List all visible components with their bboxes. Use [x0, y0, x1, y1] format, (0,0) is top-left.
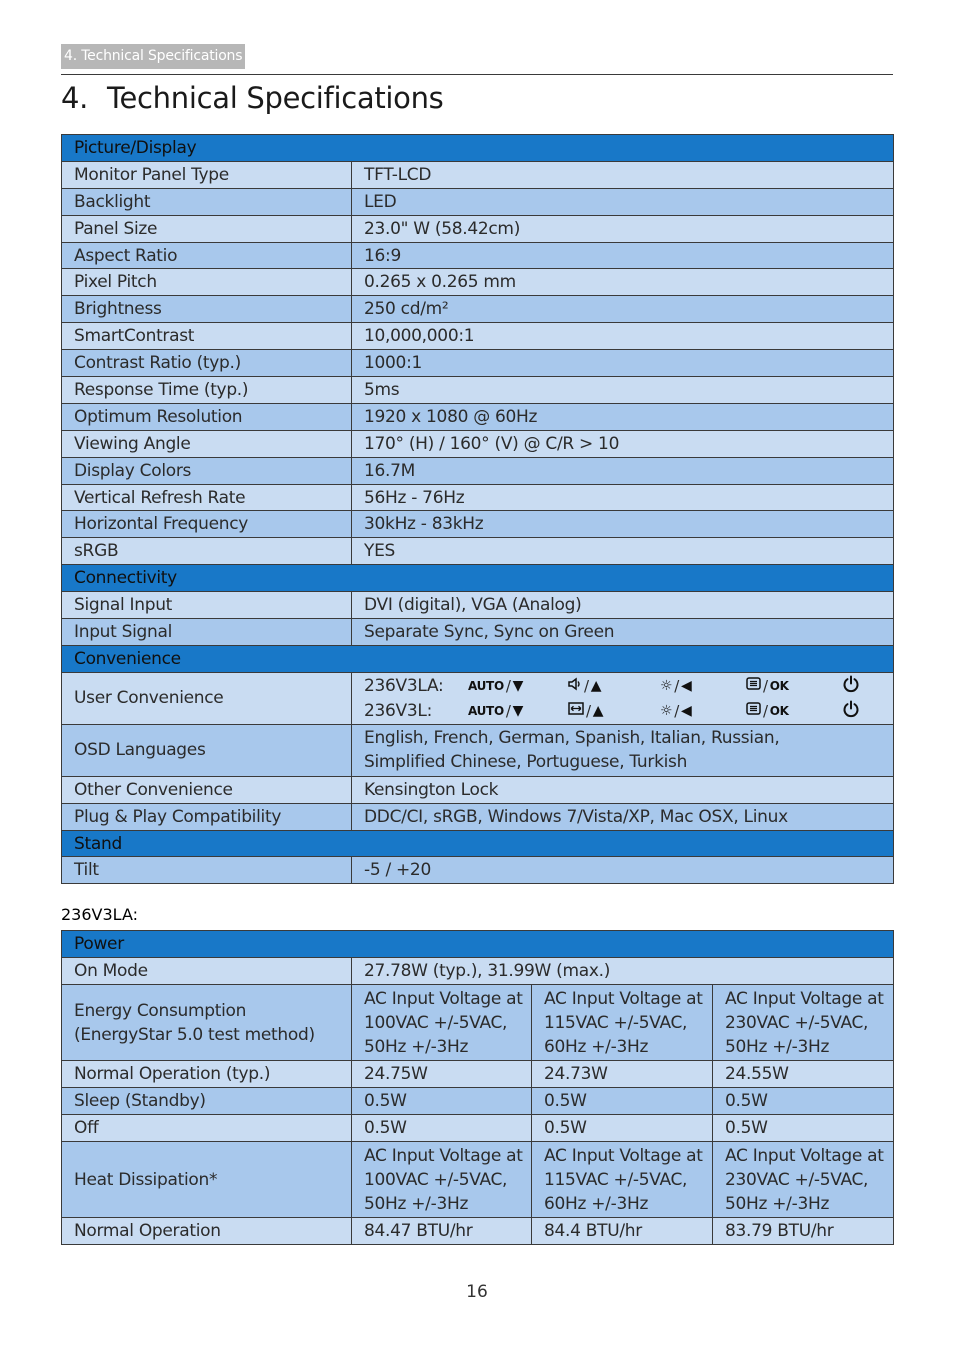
aspect-ratio-icon	[568, 702, 584, 719]
row-value: DVI (digital), VGA (Analog)	[352, 592, 894, 619]
condition-line: AC Input Voltage at	[725, 988, 884, 1009]
volume-icon	[568, 677, 582, 695]
row-label: On Mode	[62, 958, 352, 985]
voltage-condition	[713, 985, 894, 1061]
row-label: Other Convenience	[62, 776, 352, 803]
heat-dissipation-row	[62, 1142, 894, 1218]
table-row	[62, 377, 894, 404]
row-value: 27.78W (typ.), 31.99W (max.)	[352, 958, 894, 985]
row-label: Panel Size	[62, 215, 352, 242]
osd-line: Simplified Chinese, Portuguese, Turkish	[364, 752, 688, 773]
table-row	[62, 215, 894, 242]
row-value: 24.55W	[713, 1061, 894, 1088]
row-value: 0.5W	[352, 1088, 532, 1115]
condition-line: AC Input Voltage at	[364, 1145, 523, 1166]
osd-languages-row	[62, 724, 894, 776]
table-row	[62, 776, 894, 803]
energy-consumption-row	[62, 985, 894, 1061]
row-value: 0.5W	[352, 1115, 532, 1142]
section-row-picture-display	[62, 135, 894, 162]
row-value: 0.5W	[532, 1088, 713, 1115]
row-value	[352, 724, 894, 776]
header-rule	[61, 74, 893, 75]
table-row	[62, 1088, 894, 1115]
row-value: TFT-LCD	[352, 161, 894, 188]
section-heading: Convenience	[62, 645, 894, 672]
row-label: Response Time (typ.)	[62, 377, 352, 404]
row-label: Viewing Angle	[62, 430, 352, 457]
row-value: 5ms	[352, 377, 894, 404]
row-label: Pixel Pitch	[62, 269, 352, 296]
row-label: Tilt	[62, 857, 352, 884]
brightness-icon: ☼	[660, 677, 673, 694]
row-value: 250 cd/m²	[352, 296, 894, 323]
page-number: 16	[466, 1282, 488, 1302]
condition-line: 100VAC +/-5VAC,	[364, 1012, 508, 1033]
row-label: Brightness	[62, 296, 352, 323]
row-value: 0.265 x 0.265 mm	[352, 269, 894, 296]
row-value: 0.5W	[713, 1088, 894, 1115]
table-row	[62, 592, 894, 619]
title-text: Technical Specifications	[107, 81, 444, 115]
row-label: Heat Dissipation*	[62, 1142, 352, 1218]
voltage-condition	[713, 1142, 894, 1218]
row-label: Normal Operation (typ.)	[62, 1061, 352, 1088]
row-label: Input Signal	[62, 619, 352, 646]
ok-icon: OK	[769, 678, 789, 693]
down-arrow-icon: ▼	[512, 702, 524, 719]
row-label: Normal Operation	[62, 1218, 352, 1245]
row-value: YES	[352, 538, 894, 565]
auto-icon: AUTO	[468, 678, 504, 693]
section-heading: Picture/Display	[62, 135, 894, 162]
table-row	[62, 350, 894, 377]
page-title	[61, 78, 443, 118]
section-row-convenience	[62, 645, 894, 672]
condition-line: 230VAC +/-5VAC,	[725, 1012, 869, 1033]
table-row	[62, 511, 894, 538]
section-heading: Connectivity	[62, 565, 894, 592]
power-icon	[842, 700, 860, 722]
auto-icon: AUTO	[468, 703, 504, 718]
table-row	[62, 538, 894, 565]
row-value: 1000:1	[352, 350, 894, 377]
row-value: 0.5W	[532, 1115, 713, 1142]
row-label: Horizontal Frequency	[62, 511, 352, 538]
brightness-icon: ☼	[660, 702, 673, 719]
row-value: 30kHz - 83kHz	[352, 511, 894, 538]
row-label: User Convenience	[62, 672, 352, 724]
table-row	[62, 1218, 894, 1245]
row-value: 1920 x 1080 @ 60Hz	[352, 403, 894, 430]
section-row-stand	[62, 830, 894, 857]
spec-table	[61, 134, 894, 884]
condition-line: 50Hz +/-3Hz	[725, 1036, 830, 1057]
table-row	[62, 161, 894, 188]
condition-line: AC Input Voltage at	[725, 1145, 884, 1166]
table-row	[62, 242, 894, 269]
condition-line: 50Hz +/-3Hz	[364, 1036, 469, 1057]
row-value: 56Hz - 76Hz	[352, 484, 894, 511]
condition-line: 115VAC +/-5VAC,	[544, 1169, 688, 1190]
title-number: 4.	[61, 81, 89, 115]
row-label: Sleep (Standby)	[62, 1088, 352, 1115]
voltage-condition	[532, 985, 713, 1061]
button-map	[352, 672, 894, 724]
menu-icon	[746, 677, 761, 694]
row-value: 10,000,000:1	[352, 323, 894, 350]
voltage-condition	[532, 1142, 713, 1218]
section-tag: 4. Technical Specifications	[61, 44, 245, 69]
condition-line: 50Hz +/-3Hz	[364, 1193, 469, 1214]
condition-line: 100VAC +/-5VAC,	[364, 1169, 508, 1190]
table-row	[62, 1061, 894, 1088]
left-arrow-icon: ◀	[681, 702, 692, 719]
ok-icon: OK	[769, 703, 789, 718]
up-arrow-icon: ▲	[590, 677, 602, 694]
row-label	[62, 985, 352, 1061]
row-value: 16.7M	[352, 457, 894, 484]
row-label: Off	[62, 1115, 352, 1142]
up-arrow-icon: ▲	[592, 702, 604, 719]
row-value: 170° (H) / 160° (V) @ C/R > 10	[352, 430, 894, 457]
row-label: Monitor Panel Type	[62, 161, 352, 188]
model-label: 236V3LA:	[61, 905, 138, 924]
condition-line: 60Hz +/-3Hz	[544, 1036, 649, 1057]
row-value: Kensington Lock	[352, 776, 894, 803]
table-row	[62, 619, 894, 646]
table-row	[62, 269, 894, 296]
menu-icon	[746, 702, 761, 719]
row-label: SmartContrast	[62, 323, 352, 350]
table-row	[62, 403, 894, 430]
voltage-condition	[352, 985, 532, 1061]
button-map-line: 236V3LA: AUTO / ▼ / ▲ ☼ / ◀ / OK	[364, 673, 893, 698]
row-value: DDC/CI, sRGB, Windows 7/Vista/XP, Mac OSX, Linux	[352, 803, 894, 830]
table-row	[62, 430, 894, 457]
model-name: 236V3LA:	[364, 675, 444, 696]
table-row	[62, 1115, 894, 1142]
row-value: 84.47 BTU/hr	[352, 1218, 532, 1245]
table-row	[62, 484, 894, 511]
row-label: Plug & Play Compatibility	[62, 803, 352, 830]
row-label: sRGB	[62, 538, 352, 565]
button-map-line: 236V3L: AUTO / ▼ / ▲ ☼ / ◀ / OK	[364, 698, 893, 723]
condition-line: AC Input Voltage at	[544, 1145, 703, 1166]
table-row	[62, 958, 894, 985]
label-line: Energy Consumption	[74, 1000, 247, 1021]
label-line: (EnergyStar 5.0 test method)	[74, 1024, 315, 1045]
power-table	[61, 930, 894, 1245]
row-value: 0.5W	[713, 1115, 894, 1142]
row-label: Display Colors	[62, 457, 352, 484]
condition-line: 50Hz +/-3Hz	[725, 1193, 830, 1214]
left-arrow-icon: ◀	[681, 677, 692, 694]
table-row	[62, 457, 894, 484]
row-label: Contrast Ratio (typ.)	[62, 350, 352, 377]
row-value: 23.0" W (58.42cm)	[352, 215, 894, 242]
model-name: 236V3L:	[364, 700, 432, 721]
row-label: Aspect Ratio	[62, 242, 352, 269]
table-row	[62, 803, 894, 830]
condition-line: AC Input Voltage at	[544, 988, 703, 1009]
table-row	[62, 296, 894, 323]
voltage-condition	[352, 1142, 532, 1218]
table-row	[62, 857, 894, 884]
row-value: 24.75W	[352, 1061, 532, 1088]
condition-line: 230VAC +/-5VAC,	[725, 1169, 869, 1190]
row-label: Backlight	[62, 188, 352, 215]
row-value: -5 / +20	[352, 857, 894, 884]
section-heading: Stand	[62, 830, 894, 857]
section-heading: Power	[62, 931, 894, 958]
table-row	[62, 323, 894, 350]
row-value: 84.4 BTU/hr	[532, 1218, 713, 1245]
row-label: Signal Input	[62, 592, 352, 619]
condition-line: AC Input Voltage at	[364, 988, 523, 1009]
section-row-power	[62, 931, 894, 958]
section-row-connectivity	[62, 565, 894, 592]
row-label: Optimum Resolution	[62, 403, 352, 430]
row-value: LED	[352, 188, 894, 215]
condition-line: 60Hz +/-3Hz	[544, 1193, 649, 1214]
down-arrow-icon: ▼	[512, 677, 524, 694]
row-value: 83.79 BTU/hr	[713, 1218, 894, 1245]
condition-line: 115VAC +/-5VAC,	[544, 1012, 688, 1033]
row-value: Separate Sync, Sync on Green	[352, 619, 894, 646]
user-convenience-row	[62, 672, 894, 724]
osd-line: English, French, German, Spanish, Italian, Russian,	[364, 728, 780, 749]
row-value: 16:9	[352, 242, 894, 269]
table-row	[62, 188, 894, 215]
row-label: OSD Languages	[62, 724, 352, 776]
row-label: Vertical Refresh Rate	[62, 484, 352, 511]
row-value: 24.73W	[532, 1061, 713, 1088]
power-icon	[842, 675, 860, 697]
